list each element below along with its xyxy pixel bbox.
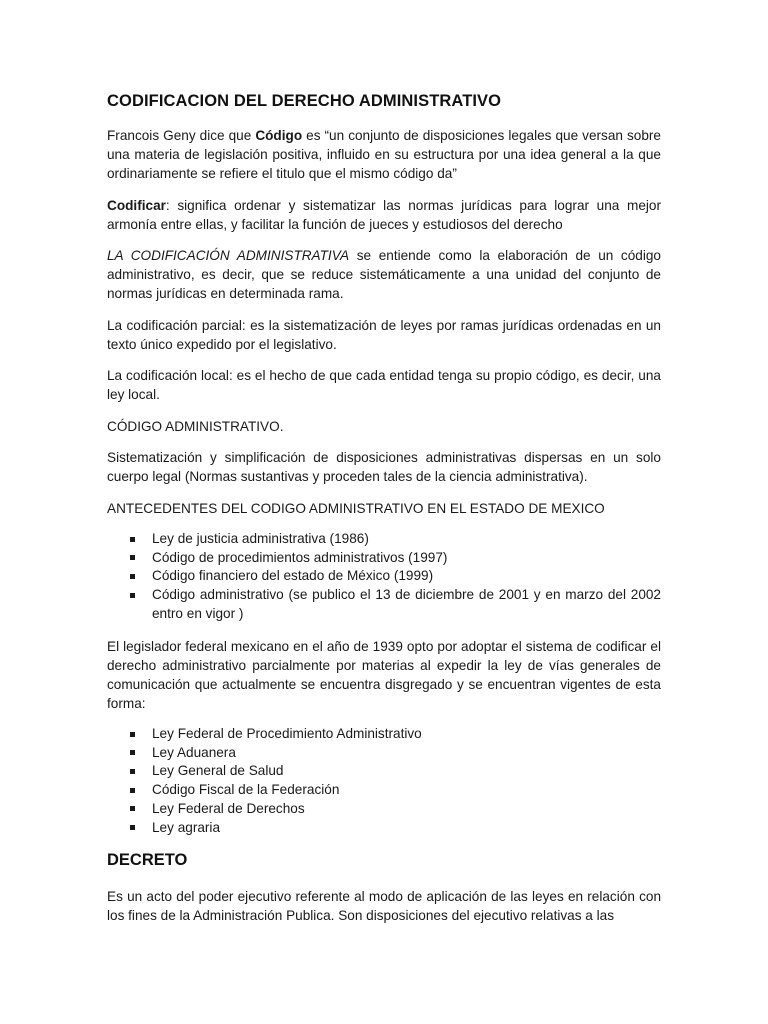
bullet-icon bbox=[130, 825, 135, 830]
list-item: Ley Federal de Procedimiento Administrativo bbox=[107, 725, 661, 744]
bullet-icon bbox=[130, 537, 135, 542]
p2-term: Codificar bbox=[107, 198, 166, 213]
list-item: Ley de justicia administrativa (1986) bbox=[107, 530, 661, 549]
list-item: Código administrativo (se publico el 13 de diciembre de 2001 y en marzo del 2002 entro en vigor ) bbox=[107, 586, 661, 623]
antecedentes-list bbox=[107, 530, 661, 624]
bullet-icon bbox=[130, 593, 135, 598]
list-item: Código de procedimientos administrativos (1997) bbox=[107, 549, 661, 568]
paragraph-codigo-administrativo-heading bbox=[107, 417, 661, 436]
p1-intro: Francois Geny dice que bbox=[107, 128, 256, 143]
p2-rest: : significa ordenar y sistematizar las normas jurídicas para lograr una mejor armonía entre ellas, y facilitar la función de jueces y estudiosos del derecho bbox=[107, 198, 661, 232]
bullet-icon bbox=[130, 555, 135, 560]
bullet-icon bbox=[130, 574, 135, 579]
paragraph-codificacion-administrativa bbox=[107, 246, 661, 303]
p3-term: LA CODIFICACIÓN ADMINISTRATIVA bbox=[107, 248, 350, 263]
p10-text: Es un acto del poder ejecutivo referente al modo de aplicación de las leyes en relación con los fines de la Administración Publica. Son disposiciones del ejecutivo relativas a las bbox=[107, 889, 661, 923]
paragraph-codigo-definition bbox=[107, 126, 661, 183]
p1-term: Código bbox=[255, 128, 303, 143]
paragraph-decreto bbox=[107, 887, 661, 925]
p4-text: La codificación parcial: es la sistematización de leyes por ramas jurídicas ordenadas en un texto único expedido por el legislativo. bbox=[107, 318, 661, 352]
bullet-icon bbox=[130, 750, 135, 755]
p6-text: CÓDIGO ADMINISTRATIVO. bbox=[107, 419, 284, 434]
p9-text: El legislador federal mexicano en el año de 1939 opto por adoptar el sistema de codificar el derecho administrativo parcialmente por materias al expedir la ley de vías generales de comunicación que actualmente se encuentra disgregado y se encuentran vigentes de esta forma: bbox=[107, 639, 661, 711]
bullet-icon bbox=[130, 788, 135, 793]
section-title-decreto: DECRETO bbox=[107, 851, 188, 869]
bullet-icon bbox=[130, 806, 135, 811]
p5-text: La codificación local: es el hecho de que cada entidad tenga su propio código, es decir, una ley local. bbox=[107, 368, 661, 402]
paragraph-sistematizacion bbox=[107, 448, 661, 486]
paragraph-codificacion-local bbox=[107, 366, 661, 404]
bullet-icon bbox=[130, 732, 135, 737]
document-title: CODIFICACION DEL DERECHO ADMINISTRATIVO bbox=[107, 92, 502, 110]
leyes-vigentes-list bbox=[107, 725, 661, 837]
paragraph-codificar bbox=[107, 196, 661, 234]
list-item: Ley agraria bbox=[107, 819, 661, 838]
list-item: Ley General de Salud bbox=[107, 762, 661, 781]
p8-text: ANTECEDENTES DEL CODIGO ADMINISTRATIVO EN EL ESTADO DE MEXICO bbox=[107, 501, 605, 516]
p7-text: Sistematización y simplificación de disposiciones administrativas dispersas en un solo cuerpo legal (Normas sustantivas y proceden tales de la ciencia administrativa). bbox=[107, 450, 661, 484]
bullet-icon bbox=[130, 769, 135, 774]
p3-rest: se entiende como la elaboración de un código administrativo, es decir, que se reduce sistemáticamente a una unidad del conjunto de normas jurídicas en determinada rama. bbox=[107, 248, 661, 301]
section-decreto-heading bbox=[107, 851, 661, 870]
paragraph-legislador-federal bbox=[107, 637, 661, 713]
list-item: Ley Federal de Derechos bbox=[107, 800, 661, 819]
paragraph-antecedentes bbox=[107, 499, 661, 518]
list-item: Ley Aduanera bbox=[107, 744, 661, 763]
paragraph-codificacion-parcial bbox=[107, 316, 661, 354]
p1-rest: es “un conjunto de disposiciones legales que versan sobre una materia de legislación positiva, influido en su estructura por una idea general a la que ordinariamente se refiere el titulo que el mismo código da” bbox=[107, 128, 661, 181]
list-item: Código financiero del estado de México (1999) bbox=[107, 567, 661, 586]
list-item: Código Fiscal de la Federación bbox=[107, 781, 661, 800]
